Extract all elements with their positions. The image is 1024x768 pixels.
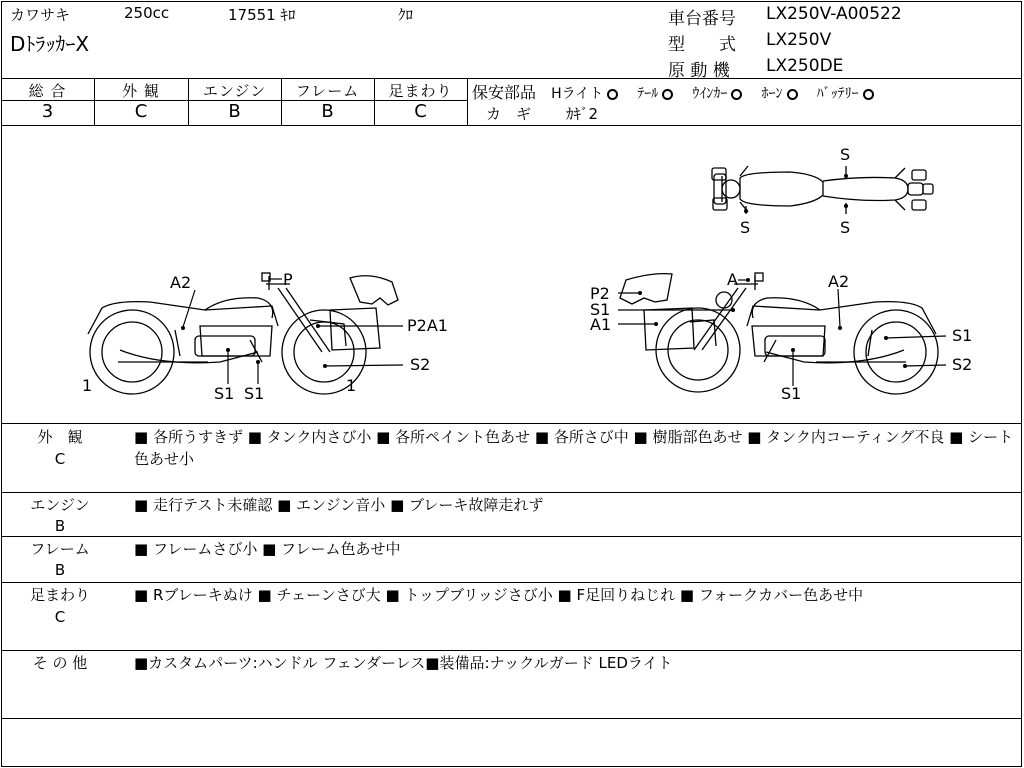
mark-right-s2: S2 <box>952 355 973 374</box>
bike-top-view <box>712 166 933 214</box>
mark-right-a2: A2 <box>828 272 850 291</box>
remark-category-suspension: 足まわり <box>29 586 90 604</box>
mark-top-s2: S <box>740 218 751 237</box>
bike-right-view <box>620 273 938 394</box>
mark-left-s1a: S1 <box>214 384 235 403</box>
key-value: ｶｷﾞ2 <box>566 105 599 123</box>
frame-no: LX250V-A00522 <box>766 4 902 24</box>
grade-exterior-label: 外 観 <box>122 82 160 100</box>
leader-lines <box>183 279 946 386</box>
remark-category-exterior: 外 観 <box>37 428 83 446</box>
mark-right-p2: P2 <box>590 284 610 303</box>
divider <box>1 492 1022 493</box>
remark-grade-suspension: C <box>54 608 66 626</box>
model-name: DﾄﾗｯｶｰX <box>10 32 90 56</box>
mark-right-a1: A1 <box>590 315 612 334</box>
remark-grade-exterior: C <box>54 450 66 468</box>
remark-category-other: そ の 他 <box>32 654 88 672</box>
remark-text-frame: ■ フレームさび小 ■ フレーム色あせ中 <box>134 540 401 558</box>
type-label: 型 式 <box>668 35 736 55</box>
grade-overall-label: 総 合 <box>28 82 67 100</box>
engine-label: 原 動 機 <box>668 61 730 81</box>
frame-no-label: 車台番号 <box>668 9 736 29</box>
mark-top-s1: S <box>840 145 851 164</box>
divider <box>1 650 1022 651</box>
grade-overall-value: 3 <box>41 101 54 122</box>
mark-left-1b: 1 <box>346 376 357 395</box>
mark-left-1a: 1 <box>82 376 93 395</box>
divider <box>1 582 1022 583</box>
engine-value: LX250DE <box>766 56 844 76</box>
safety-horn: ﾎｰﾝ <box>761 86 783 102</box>
remark-grade-frame: B <box>54 561 66 579</box>
grade-frame-value: B <box>321 101 334 122</box>
grade-exterior-value: C <box>134 101 148 122</box>
grade-suspension-label: 足まわり <box>388 82 453 100</box>
mark-right-a: A <box>727 270 738 289</box>
color: ｸﾛ <box>398 6 414 24</box>
remark-category-engine: エンジン <box>30 496 90 514</box>
key-label: カ ギ <box>486 105 532 123</box>
grade-engine-label: エンジン <box>202 82 267 100</box>
grade-engine-value: B <box>228 101 241 122</box>
remark-text-suspension: ■ Rブレーキぬけ ■ チェーンさび大 ■ トップブリッジさび小 ■ F足回りねじれ ■ フォークカバー色あせ中 <box>134 586 864 604</box>
mark-right-s1b: S1 <box>952 326 973 345</box>
safety-headlight: Hライト <box>551 86 604 102</box>
maker: カワサキ <box>10 6 71 24</box>
remark-text-engine: ■ 走行テスト未確認 ■ エンジン音小 ■ ブレーキ故障走れず <box>134 496 544 514</box>
displacement: 250cc <box>124 4 170 22</box>
grade-suspension-value: C <box>414 101 427 122</box>
remark-text-exterior: ■ 各所うすきず ■ タンク内さび小 ■ 各所ペイント色あせ ■ 各所さび中 ■ 樹脂部色あせ ■ タンク内コーティング不良 ■ シート色あせ小 <box>134 428 1014 468</box>
divider <box>1 718 1022 719</box>
safety-battery: ﾊﾞｯﾃﾘｰ <box>816 86 859 102</box>
remark-text-other: ■カスタムパーツ:ハンドル フェンダーレス■装備品:ナックルガード LEDライト <box>134 654 673 672</box>
remark-grade-engine: B <box>54 517 66 535</box>
mark-left-a2: A2 <box>170 273 192 292</box>
mark-left-s1b: S1 <box>244 384 265 403</box>
mark-top-s3: S <box>840 218 851 237</box>
divider <box>1 536 1022 537</box>
mark-right-s1c: S1 <box>781 384 802 403</box>
remark-category-frame: フレーム <box>30 540 90 558</box>
mark-left-p2a1: P2A1 <box>407 316 448 335</box>
safety-tail: ﾃｰﾙ <box>637 86 659 102</box>
safety-winker: ｳｲﾝｶｰ <box>692 86 728 102</box>
mark-right-s1a: S1 <box>590 300 611 319</box>
mark-left-s2: S2 <box>410 355 431 374</box>
mileage: 17551 ｷﾛ <box>228 6 296 24</box>
mark-left-p: P <box>283 270 293 289</box>
grade-frame-label: フレーム <box>295 82 360 100</box>
damage-labels <box>82 145 972 403</box>
type-value: LX250V <box>766 30 832 50</box>
safety-title: 保安部品 <box>472 83 537 102</box>
